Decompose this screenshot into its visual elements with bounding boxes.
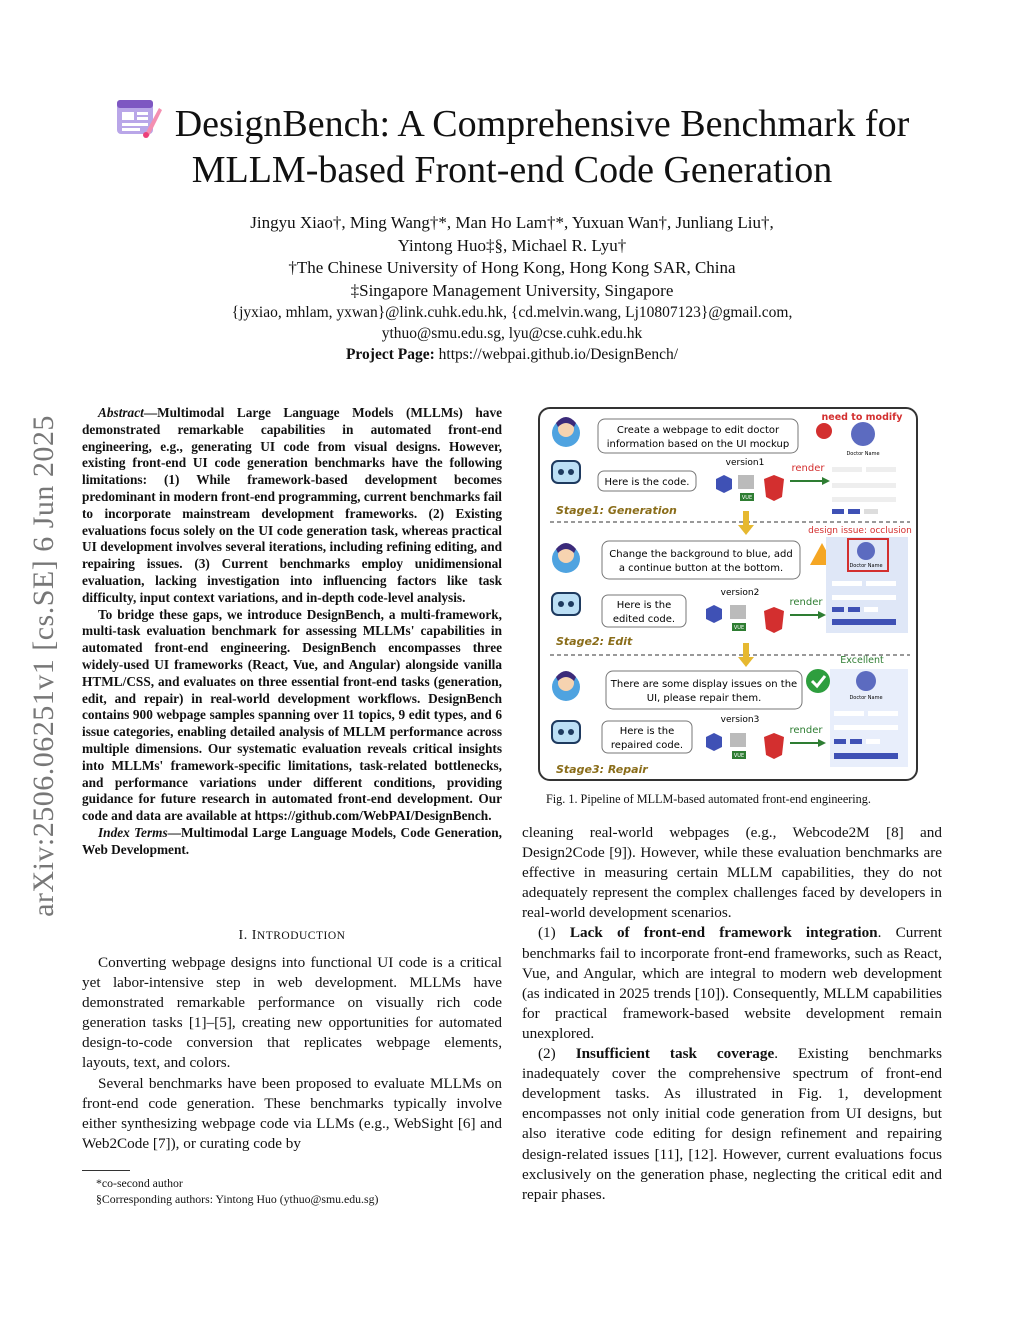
footnote-rule	[82, 1170, 130, 1171]
bubble-2a: Change the background to blue, add	[609, 549, 793, 560]
right-paragraph-1	[522, 923, 942, 1044]
p2-rest: . Existing benchmarks inadequately cover the comprehensive spectrum of front-end development tasks. As illustrated in Fig. 1, development encompasses not only initial code generation from UI designs, but also iterative code editing for design refinement and repairing design-related issues [11], [12]. However, current evaluations focus exclusively on the generation phase, neglecting the critical edit and repair phases.	[522, 1045, 942, 1203]
doctor-name-2: Doctor Name	[849, 563, 883, 569]
version-2: version2	[720, 588, 760, 598]
footnote-corresponding: §Corresponding authors: Yintong Huo (ythuo@smu.edu.sg)	[96, 1192, 379, 1206]
render-2: render	[789, 597, 823, 608]
stage-1-label: Stage1: Generation	[556, 504, 677, 517]
robot-1-icon	[552, 461, 580, 483]
authors-line-1: Jingyu Xiao†, Ming Wang†*, Man Ho Lam†*, Yuxuan Wan†, Junliang Liu†,	[250, 213, 774, 232]
abstract-label: Abstract	[98, 405, 144, 420]
paint-logo-icon	[115, 94, 163, 142]
render-1: render	[791, 463, 825, 474]
affiliation-1: †The Chinese University of Hong Kong, Hong Kong SAR, China	[288, 258, 736, 277]
abstract-paragraph-1	[82, 405, 502, 607]
project-page-label: Project Page:	[345, 346, 435, 363]
project-page	[0, 344, 1024, 365]
p1-rest: . Current benchmarks fail to incorporate front-end frameworks, such as React, Vue, and Angular, which are integral to modern web development (as indicated in 2025 trends [10]). Consequently, MLLM capabilities for practical framework-based website development remain unexplored.	[522, 924, 942, 1042]
user-avatar-3-icon	[552, 671, 580, 701]
footnote-co-second: *co-second author	[96, 1176, 183, 1190]
paper-title	[0, 94, 1024, 193]
robot-2-icon	[552, 593, 580, 615]
ui-mockup-1	[832, 422, 896, 514]
render-3: render	[789, 725, 823, 736]
need-to-modify: need to modify	[821, 412, 903, 423]
emails-line-1: {jyxiao, mhlam, yxwan}@link.cuhk.edu.hk, {cd.melvin.wang, Lj10807123}@gmail.com,	[231, 304, 793, 321]
bubble-3d: repaired code.	[610, 740, 684, 751]
figure-caption: Fig. 1. Pipeline of MLLM-based automated front-end engineering.	[546, 792, 871, 806]
abstract	[82, 405, 502, 859]
right-paragraph-0: cleaning real-world webpages (e.g., Webcode2M [8] and Design2Code [9]). However, while these evaluation benchmarks are effective in measuring certain MLLM capabilities, they do not adequately represent the complex challenges faced by developers in real-world development scenarios.	[522, 824, 942, 922]
title-line-1: DesignBench: A Comprehensive Benchmark for	[174, 103, 910, 145]
abstract-text-1: —Multimodal Large Language Models (MLLMs) have demonstrated remarkable capabilities in automated front-end engineering, e.g., generating UI code from visual designs. However, existing front-end UI code generation benchmarks have the following limitations: (1) While framework-based development becomes predominant in modern front-end programming, current benchmarks fail to incorporate mainstream development frameworks. (2) Existing evaluations focus solely on the UI code generation task, whereas practical UI development involves several iterations, including refining editing, and repairing issues. (3) Current benchmarks employ unidimensional evaluation, lacking investigation into influencing factors like task difficulty, input context variations, and in-depth code-level analysis.	[82, 405, 502, 605]
framework-icons-2	[706, 605, 784, 633]
bubble-3c: Here is the	[619, 726, 675, 737]
arxiv-identifier: arXiv:2506.06251v1 [cs.SE] 6 Jun 2025	[27, 415, 60, 917]
index-terms-label: Index Terms	[98, 824, 168, 840]
emails-line-2: ythuo@smu.edu.sg, lyu@cse.cuhk.edu.hk	[381, 325, 643, 342]
intro-paragraph-2: Several benchmarks have been proposed to evaluate MLLMs on front-end code generation. These benchmarks typically involve either synthesizing webpage code via LLMs (e.g., WebSight [6] and Web2Code [7]), or curating code by	[82, 1074, 502, 1152]
ui-mockup-2	[826, 537, 908, 633]
version-1: version1	[725, 458, 765, 468]
section-title-rest: NTRODUCTION	[256, 930, 346, 942]
bubble-2c: Here is the	[616, 600, 672, 611]
pipeline-figure	[538, 407, 918, 781]
index-terms	[82, 825, 502, 859]
doctor-name-1: Doctor Name	[846, 451, 880, 457]
vue-label-1: VUE	[741, 495, 753, 501]
framework-icons-3	[706, 733, 784, 759]
right-paragraph-2	[522, 1044, 942, 1205]
bubble-1a: Create a webpage to edit doctor	[616, 425, 780, 436]
introduction-text	[82, 953, 502, 1154]
stage-2-label: Stage2: Edit	[556, 635, 633, 648]
section-title-initial: I	[251, 928, 257, 943]
p2-lead: (2)	[538, 1045, 576, 1063]
author-block	[0, 212, 1024, 365]
bubble-3a: There are some display issues on the	[610, 679, 798, 690]
project-page-link[interactable]: https://webpai.github.io/DesignBench/	[438, 346, 679, 363]
title-line-2: MLLM-based Front-end Code Generation	[191, 149, 833, 191]
bubble-3b: UI, please repair them.	[646, 693, 762, 704]
p1-lead: (1)	[538, 924, 570, 942]
footnotes	[82, 1170, 502, 1207]
right-column-text	[522, 823, 942, 1205]
user-avatar-1-icon	[552, 417, 580, 447]
version-3: version3	[720, 715, 760, 725]
bubble-1b: information based on the UI mockup	[606, 439, 790, 450]
excellent: Excellent	[840, 655, 884, 666]
robot-3-icon	[552, 721, 580, 743]
design-issue: design issue: occlusion	[808, 526, 912, 536]
intro-paragraph-1: Converting webpage designs into functional UI code is a critical yet labor-intensive step in web development. MLLMs have demonstrated remarkable performance on visually rich code generation tasks [1]–[5], creating new opportunities for automated design-to-code conversion that replicates webpage elements, layouts, text, and colors.	[82, 954, 502, 1072]
stage-3-label: Stage3: Repair	[556, 763, 648, 776]
arxiv-sidebar	[24, 386, 64, 946]
section-heading-introduction	[82, 928, 502, 944]
warning-face-icon	[816, 423, 832, 439]
section-number: I.	[238, 928, 248, 943]
p1-bold: Lack of front-end framework integration	[569, 924, 878, 942]
user-avatar-2-icon	[552, 543, 580, 573]
check-circle-icon	[806, 669, 830, 693]
bubble-2b: a continue button at the bottom.	[618, 563, 784, 574]
affiliation-2: ‡Singapore Management University, Singapore	[350, 280, 674, 300]
vue-label-3: VUE	[733, 753, 745, 759]
abstract-paragraph-2: To bridge these gaps, we introduce DesignBench, a multi-framework, multi-task evaluation benchmark for assessing MLLMs' capabilities in automated front-end engineering. DesignBench encompasses three widely-used UI frameworks (React, Vue, and Angular) alongside vanilla HTML/CSS, and evaluates on three essential front-end tasks (generation, edit, and repair) in real-world development workflows. DesignBench contains 900 webpage samples spanning over 11 topics, 9 edit types, and 6 issue categories, enabling detailed analysis of MLLM performance across multiple dimensions. Our systematic evaluation reveals critical insights into MLLMs' framework-specific limitations, task-related bottlenecks, and performance variations under different conditions, providing guidance for future research in automated front-end development. Our code and data are available at https://github.com/WebPAI/DesignBench.	[82, 606, 502, 824]
bubble-1c: Here is the code.	[604, 477, 690, 488]
doctor-name-3: Doctor Name	[849, 695, 883, 701]
vue-label-2: VUE	[733, 625, 745, 631]
p2-bold: Insufficient task coverage	[575, 1045, 775, 1063]
authors-line-2: Yintong Huo‡§, Michael R. Lyu†	[397, 235, 627, 255]
bubble-2d: edited code.	[612, 614, 676, 625]
ui-mockup-3	[830, 669, 908, 767]
index-terms-text: —Multimodal Large Language Models, Code Generation, Web Development.	[82, 824, 502, 857]
